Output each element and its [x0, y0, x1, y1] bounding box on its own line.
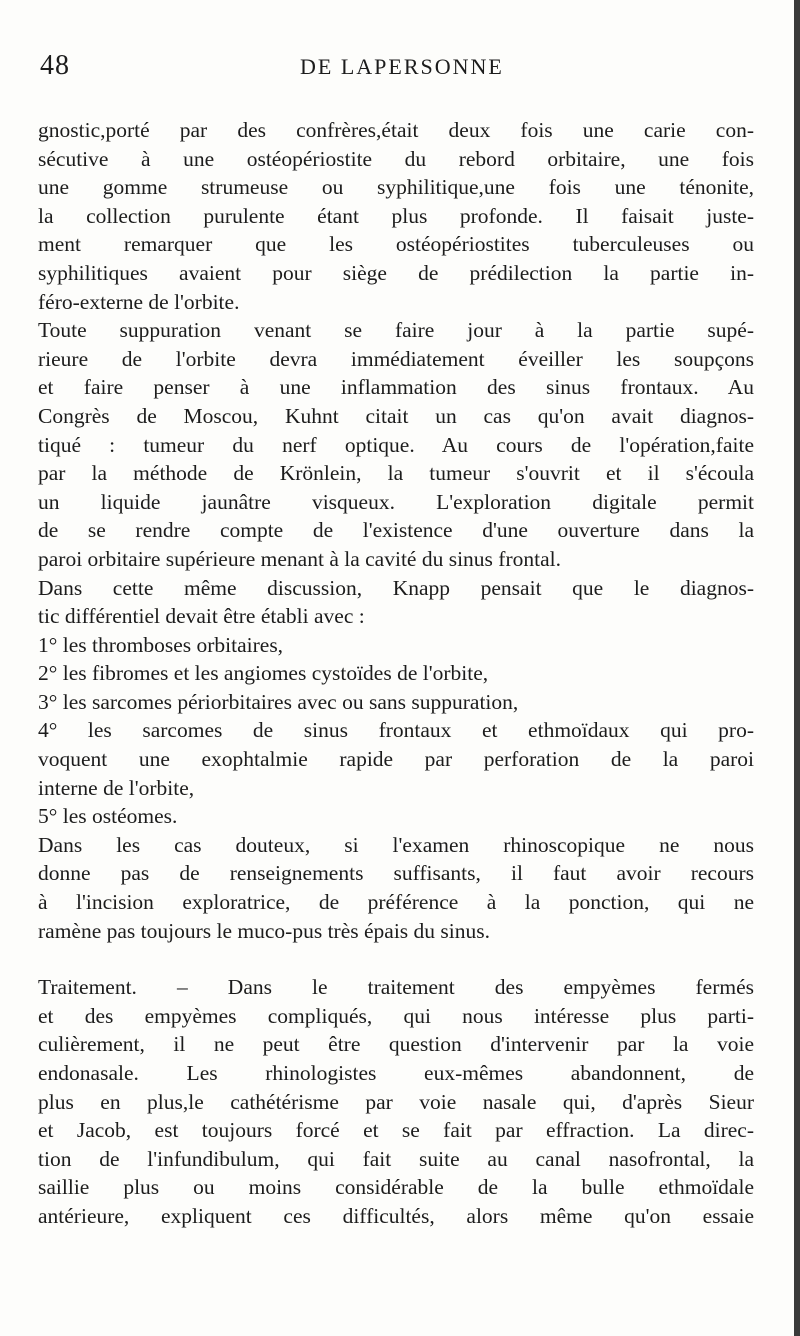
text-line: la collection purulente étant plus profonde. Il faisait juste-	[38, 203, 754, 228]
text-line: tic différentiel devait être établi avec :	[38, 604, 365, 629]
text-line: féro-externe de l'orbite.	[38, 289, 240, 314]
page-edge-shadow	[794, 0, 800, 1336]
text-line: donne pas de renseignements suffisants, il faut avoir recours	[38, 861, 754, 886]
section-gap	[38, 945, 754, 973]
text-line: Dans les cas douteux, si l'examen rhinoscopique ne nous	[38, 832, 754, 857]
text-line: antérieure, expliquent ces difficultés, alors même qu'on essaie	[38, 1203, 754, 1228]
text-line: 2° les fibromes et les angiomes cystoïdes de l'orbite,	[38, 661, 489, 686]
running-head: DE LAPERSONNE	[300, 54, 504, 79]
text-line: 4° les sarcomes de sinus frontaux et ethmoïdaux qui pro-	[38, 718, 754, 743]
text-line: Congrès de Moscou, Kuhnt citait un cas qu'on avait diagnos-	[38, 403, 754, 428]
text-line: Traitement. – Dans le traitement des empyèmes fermés	[38, 975, 754, 1000]
text-line: ramène pas toujours le muco-pus très épais du sinus.	[38, 918, 491, 943]
text-line: de se rendre compte de l'existence d'une ouverture dans la	[38, 518, 754, 543]
page-header	[34, 44, 754, 84]
text-line: tiqué : tumeur du nerf optique. Au cours de l'opération,faite	[38, 432, 754, 457]
text-line: paroi orbitaire supérieure menant à la cavité du sinus frontal.	[38, 546, 561, 571]
text-line: Toute suppuration venant se faire jour à la partie supé-	[38, 318, 754, 343]
text-line: 5° les ostéomes.	[38, 804, 178, 829]
text-line: plus en plus,le cathétérisme par voie nasale qui, d'après Sieur	[38, 1089, 754, 1114]
text-line: culièrement, il ne peut être question d'intervenir par la voie	[38, 1032, 754, 1057]
text-line: saillie plus ou moins considérable de la bulle ethmoïdale	[38, 1175, 754, 1200]
text-line: syphilitiques avaient pour siège de prédilection la partie in-	[38, 260, 754, 285]
text-line: gnostic,porté par des confrères,était deux fois une carie con-	[38, 118, 754, 142]
body-text	[38, 116, 754, 1231]
text-line: une gomme strumeuse ou syphilitique,une fois une ténonite,	[38, 175, 754, 200]
text-line: et faire penser à une inflammation des sinus frontaux. Au	[38, 375, 754, 400]
text-line: à l'incision exploratrice, de préférence à la ponction, qui ne	[38, 890, 754, 915]
text-line: tion de l'infundibulum, qui fait suite au canal nasofrontal, la	[38, 1146, 754, 1171]
text-line: rieure de l'orbite devra immédiatement éveiller les soupçons	[38, 346, 754, 371]
text-line: ment remarquer que les ostéopériostites tuberculeuses ou	[38, 232, 754, 257]
text-line: interne de l'orbite,	[38, 775, 195, 800]
text-line: endonasale. Les rhinologistes eux-mêmes abandonnent, de	[38, 1061, 754, 1085]
text-line: 1° les thromboses orbitaires,	[38, 632, 284, 657]
text-line: un liquide jaunâtre visqueux. L'exploration digitale permit	[38, 489, 754, 514]
text-line: voquent une exophtalmie rapide par perforation de la paroi	[38, 747, 754, 772]
text-line: sécutive à une ostéopériostite du rebord orbitaire, une fois	[38, 146, 754, 171]
text-line: par la méthode de Krönlein, la tumeur s'ouvrit et il s'écoula	[38, 461, 754, 486]
text-line: et Jacob, est toujours forcé et se fait par effraction. La direc-	[38, 1118, 754, 1143]
text-line: et des empyèmes compliqués, qui nous intéresse plus parti-	[38, 1003, 754, 1028]
text-line: Dans cette même discussion, Knapp pensait que le diagnos-	[38, 575, 754, 600]
page-number: 48	[40, 50, 70, 81]
text-line: 3° les sarcomes périorbitaires avec ou sans suppuration,	[38, 689, 519, 714]
